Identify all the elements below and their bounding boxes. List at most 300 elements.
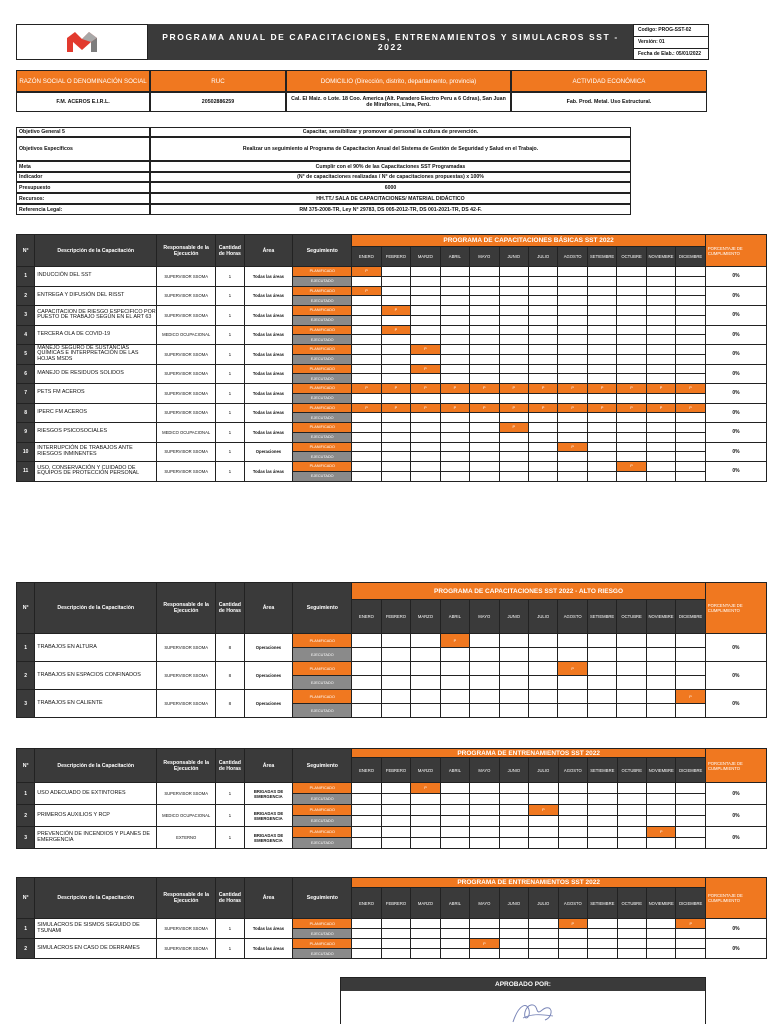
month-cell xyxy=(587,690,616,704)
objective-label: Recursos: xyxy=(16,193,150,204)
row-responsible: MEDICO OCUPACIONAL xyxy=(157,805,216,827)
row-number: 11 xyxy=(17,462,35,482)
month-cell xyxy=(352,634,381,648)
row-number: 9 xyxy=(17,423,35,443)
executed-cell xyxy=(470,432,499,442)
objective-label: Objetivo General 5 xyxy=(16,127,150,137)
row-description: PRIMEROS AUXILIOS Y RCP xyxy=(35,805,157,827)
row-responsible: SUPERVISOR SSOMA xyxy=(157,403,216,423)
company-address: Cal. El Maiz. o Lote. 18 Coo. America (Alt. Paradero Electro Peru a 6 Cdras), San Juan de Miraflores, Lima, Perú. xyxy=(286,92,511,112)
row-hours: 1 xyxy=(216,345,244,365)
row-description: RIESGOS PSICOSOCIALES xyxy=(35,423,157,443)
executed-cell xyxy=(528,315,557,325)
row-hours: 1 xyxy=(216,403,244,423)
month-cell xyxy=(411,306,440,316)
planned-mark: P xyxy=(352,403,381,413)
month-header: JULIO xyxy=(528,600,557,634)
row-compliance: 0% xyxy=(705,423,766,443)
executed-cell xyxy=(647,929,676,939)
row-description: CAPACITACION DE RIESGO ESPECIFICO POR PUESTO DE TRABAJO SEGÚN EN EL ART 63 xyxy=(35,306,157,326)
executed-cell xyxy=(646,452,675,462)
month-cell xyxy=(528,325,557,335)
planned-mark: P xyxy=(587,384,616,394)
row-hours: 1 xyxy=(216,939,244,959)
month-header: DICIEMBRE xyxy=(676,600,706,634)
month-cell xyxy=(440,364,469,374)
column-header-hours: Cantidad de Horas xyxy=(216,878,244,919)
column-header-desc: Descripción de la Capacitación xyxy=(35,878,157,919)
month-header: OCTUBRE xyxy=(617,888,646,919)
month-cell xyxy=(587,345,616,355)
column-header-resp: Responsable de la Ejecución xyxy=(157,749,216,783)
executed-cell xyxy=(558,929,587,939)
executed-cell xyxy=(558,374,587,384)
executed-cell xyxy=(646,676,675,690)
company-name: F.M. ACEROS E.I.R.L. xyxy=(16,92,150,112)
month-cell xyxy=(617,325,646,335)
executed-cell xyxy=(470,838,499,849)
executed-cell xyxy=(381,929,410,939)
month-cell xyxy=(676,267,706,277)
planned-label: PLANIFICADO xyxy=(293,939,352,949)
table-row xyxy=(17,783,767,794)
month-cell xyxy=(411,662,440,676)
executed-cell xyxy=(440,949,469,959)
objective-label: Presupuesto xyxy=(16,182,150,193)
schedule-table xyxy=(16,748,767,849)
executed-cell xyxy=(411,676,440,690)
executed-cell xyxy=(558,648,587,662)
document-meta xyxy=(633,24,709,60)
month-cell xyxy=(470,634,499,648)
row-description: INTERRUPCIÓN DE TRABAJOS ANTE RIESGOS INMINENTES xyxy=(35,442,157,462)
planned-mark: P xyxy=(676,919,706,929)
executed-cell xyxy=(676,471,706,481)
row-area: Todas las áreas xyxy=(244,345,293,365)
month-cell xyxy=(558,267,587,277)
planned-label: PLANIFICADO xyxy=(293,919,352,929)
row-number: 2 xyxy=(17,286,35,306)
planned-mark: P xyxy=(646,403,675,413)
month-cell xyxy=(411,690,440,704)
executed-cell xyxy=(647,816,676,827)
month-cell xyxy=(499,267,528,277)
planned-mark: P xyxy=(558,662,587,676)
month-cell xyxy=(499,919,528,929)
month-cell xyxy=(440,286,469,296)
fm-aceros-logo-icon xyxy=(65,30,99,54)
month-cell xyxy=(528,345,557,355)
month-cell xyxy=(528,462,557,472)
month-cell xyxy=(470,442,499,452)
month-cell xyxy=(587,364,616,374)
month-header: JUNIO xyxy=(499,758,528,783)
document-version: Versión: 01 xyxy=(634,37,708,49)
executed-cell xyxy=(440,816,469,827)
planned-mark: P xyxy=(617,462,646,472)
executed-cell xyxy=(499,432,528,442)
month-cell xyxy=(499,827,528,838)
objective-label: Meta xyxy=(16,161,150,172)
executed-cell xyxy=(528,648,557,662)
executed-cell xyxy=(528,471,557,481)
month-cell xyxy=(499,939,528,949)
month-cell xyxy=(470,662,499,676)
row-area: Todas las áreas xyxy=(244,919,293,939)
month-cell xyxy=(558,634,587,648)
row-responsible: EXTERNO xyxy=(157,827,216,849)
month-cell xyxy=(588,805,617,816)
row-area: Todas las áreas xyxy=(244,423,293,443)
month-cell xyxy=(352,919,381,929)
executed-cell xyxy=(470,704,499,718)
executed-cell xyxy=(440,296,469,306)
column-header-desc: Descripción de la Capacitación xyxy=(35,749,157,783)
month-cell xyxy=(381,690,410,704)
executed-cell xyxy=(588,929,617,939)
column-header-area: Área xyxy=(244,749,293,783)
month-header: FEBRERO xyxy=(381,758,410,783)
executed-cell xyxy=(470,393,499,403)
month-cell xyxy=(558,939,587,949)
executed-cell xyxy=(381,676,410,690)
row-number: 2 xyxy=(17,939,35,959)
planned-mark: P xyxy=(381,325,410,335)
month-header: FEBRERO xyxy=(381,600,410,634)
executed-cell xyxy=(676,794,706,805)
column-header-resp: Responsable de la Ejecución xyxy=(157,235,216,267)
executed-label: EJECUTADO xyxy=(293,794,352,805)
month-cell xyxy=(411,442,440,452)
executed-cell xyxy=(499,794,528,805)
month-cell xyxy=(381,939,410,949)
month-cell xyxy=(440,690,469,704)
row-hours: 8 xyxy=(216,690,244,718)
row-area: Todas las áreas xyxy=(244,462,293,482)
month-cell xyxy=(470,364,499,374)
month-cell xyxy=(528,634,557,648)
planned-label: PLANIFICADO xyxy=(293,325,352,335)
executed-cell xyxy=(470,676,499,690)
planned-mark: P xyxy=(528,403,557,413)
month-cell xyxy=(499,364,528,374)
executed-cell xyxy=(499,374,528,384)
executed-cell xyxy=(646,335,675,345)
table-row xyxy=(17,827,767,838)
row-hours: 1 xyxy=(216,442,244,462)
month-cell xyxy=(352,827,381,838)
executed-cell xyxy=(587,432,616,442)
row-number: 4 xyxy=(17,325,35,345)
row-area: Todas las áreas xyxy=(244,939,293,959)
month-cell xyxy=(381,286,410,296)
executed-cell xyxy=(558,838,587,849)
executed-cell xyxy=(440,648,469,662)
month-cell xyxy=(529,783,558,794)
executed-cell xyxy=(676,676,706,690)
executed-cell xyxy=(352,704,381,718)
executed-cell xyxy=(558,354,587,364)
row-responsible: SUPERVISOR SSOMA xyxy=(157,364,216,384)
executed-cell xyxy=(381,315,410,325)
month-cell xyxy=(499,306,528,316)
table-row xyxy=(17,286,767,296)
month-cell xyxy=(440,462,469,472)
executed-cell xyxy=(646,296,675,306)
month-cell xyxy=(588,783,617,794)
month-cell xyxy=(646,423,675,433)
executed-cell xyxy=(558,296,587,306)
month-cell xyxy=(587,325,616,335)
month-cell xyxy=(528,306,557,316)
month-cell xyxy=(647,939,676,949)
row-area: Todas las áreas xyxy=(244,325,293,345)
executed-cell xyxy=(676,393,706,403)
month-cell xyxy=(381,442,410,452)
month-cell xyxy=(499,462,528,472)
row-description: TERCERA OLA DE COVID-19 xyxy=(35,325,157,345)
month-header: ENERO xyxy=(352,758,381,783)
row-responsible: SUPERVISOR SSOMA xyxy=(157,286,216,306)
table-row xyxy=(17,462,767,472)
row-description: SIMULACROS EN CASO DE DERRAMES xyxy=(35,939,157,959)
executed-cell xyxy=(528,393,557,403)
month-header: ABRIL xyxy=(440,247,469,267)
month-cell xyxy=(381,364,410,374)
month-cell xyxy=(411,325,440,335)
row-description: TRABAJOS EN ESPACIOS CONFINADOS xyxy=(35,662,157,690)
row-compliance: 0% xyxy=(705,403,766,423)
schedule-table xyxy=(16,234,767,482)
planned-mark: P xyxy=(352,286,381,296)
row-number: 2 xyxy=(17,805,35,827)
month-cell xyxy=(440,827,469,838)
executed-cell xyxy=(529,929,558,939)
month-cell xyxy=(440,662,469,676)
planned-mark: P xyxy=(676,403,706,413)
executed-cell xyxy=(587,393,616,403)
executed-cell xyxy=(676,704,706,718)
executed-cell xyxy=(352,676,381,690)
month-cell xyxy=(676,805,706,816)
executed-cell xyxy=(470,413,499,423)
executed-label: EJECUTADO xyxy=(293,374,352,384)
table-row xyxy=(17,306,767,316)
executed-cell xyxy=(381,838,410,849)
approval-title: APROBADO POR: xyxy=(341,978,705,991)
month-cell xyxy=(470,919,499,929)
month-header: NOVIEMBRE xyxy=(647,758,676,783)
executed-cell xyxy=(617,315,646,325)
executed-cell xyxy=(587,315,616,325)
executed-cell xyxy=(558,794,587,805)
month-cell xyxy=(440,939,469,949)
executed-cell xyxy=(676,929,706,939)
month-cell xyxy=(440,423,469,433)
executed-cell xyxy=(440,413,469,423)
month-cell xyxy=(558,286,587,296)
month-cell xyxy=(528,662,557,676)
executed-cell xyxy=(676,648,706,662)
executed-cell xyxy=(499,296,528,306)
executed-cell xyxy=(676,949,706,959)
executed-cell xyxy=(676,296,706,306)
column-header-pct: PORCENTAJE DE CUMPLIMIENTO xyxy=(705,583,766,634)
planned-mark: P xyxy=(558,919,587,929)
table-row xyxy=(17,805,767,816)
planned-mark: P xyxy=(676,384,706,394)
month-cell xyxy=(647,783,676,794)
executed-cell xyxy=(558,393,587,403)
planned-label: PLANIFICADO xyxy=(293,783,352,794)
executed-cell xyxy=(381,648,410,662)
planned-label: PLANIFICADO xyxy=(293,634,352,648)
executed-cell xyxy=(440,315,469,325)
month-cell xyxy=(352,462,381,472)
row-hours: 1 xyxy=(216,325,244,345)
executed-cell xyxy=(499,816,528,827)
month-cell xyxy=(617,634,646,648)
document-title: PROGRAMA ANUAL DE CAPACITACIONES, ENTRENAMIENTOS Y SIMULACROS SST - 2022 xyxy=(148,24,633,60)
month-cell xyxy=(588,919,617,929)
row-area: Operaciones xyxy=(244,662,293,690)
executed-cell xyxy=(470,816,499,827)
planned-mark: P xyxy=(528,384,557,394)
row-area: Todas las áreas xyxy=(244,364,293,384)
row-area: Operaciones xyxy=(244,690,293,718)
month-header: JULIO xyxy=(528,247,557,267)
row-area: BRIGADAS DE EMERGENCIA xyxy=(244,805,293,827)
month-cell xyxy=(528,442,557,452)
month-cell xyxy=(352,423,381,433)
executed-cell xyxy=(499,704,528,718)
executed-cell xyxy=(646,648,675,662)
row-compliance: 0% xyxy=(705,783,766,805)
executed-cell xyxy=(646,354,675,364)
executed-cell xyxy=(646,276,675,286)
planned-mark: P xyxy=(381,403,410,413)
row-compliance: 0% xyxy=(705,364,766,384)
month-cell xyxy=(617,827,646,838)
executed-cell xyxy=(558,949,587,959)
month-header: DICIEMBRE xyxy=(676,758,706,783)
month-cell xyxy=(470,805,499,816)
planned-mark: P xyxy=(558,442,587,452)
month-cell xyxy=(646,634,675,648)
executed-cell xyxy=(617,676,646,690)
table-title: PROGRAMA DE CAPACITACIONES SST 2022 - ALTO RIESGO xyxy=(352,583,706,600)
column-header-area: Área xyxy=(244,878,293,919)
month-cell xyxy=(676,364,706,374)
month-cell xyxy=(352,442,381,452)
planned-mark: P xyxy=(617,403,646,413)
planned-mark: P xyxy=(617,384,646,394)
planned-mark: P xyxy=(440,634,469,648)
month-cell xyxy=(440,267,469,277)
planned-mark: P xyxy=(470,403,499,413)
table-row xyxy=(17,364,767,374)
executed-label: EJECUTADO xyxy=(293,296,352,306)
planned-label: PLANIFICADO xyxy=(293,364,352,374)
executed-cell xyxy=(617,949,646,959)
month-cell xyxy=(646,286,675,296)
executed-cell xyxy=(587,452,616,462)
executed-label: EJECUTADO xyxy=(293,471,352,481)
company-activity: Fab. Prod. Metal. Uso Estructural. xyxy=(511,92,707,112)
executed-cell xyxy=(528,296,557,306)
schedule-table xyxy=(16,877,767,959)
executed-cell xyxy=(587,374,616,384)
objective-value: RM 375-2008-TR, Ley N° 29783, DS 005-2012-TR, DS 001-2021-TR, DS 42-F. xyxy=(150,204,631,215)
month-cell xyxy=(440,306,469,316)
planned-label: PLANIFICADO xyxy=(293,462,352,472)
table-row xyxy=(17,939,767,949)
executed-cell xyxy=(617,432,646,442)
column-header-resp: Responsable de la Ejecución xyxy=(157,583,216,634)
planned-mark: P xyxy=(529,805,558,816)
table-title: PROGRAMA DE ENTRENAMIENTOS SST 2022 xyxy=(352,749,706,758)
month-header: AGOSTO xyxy=(558,758,587,783)
executed-cell xyxy=(352,276,381,286)
executed-cell xyxy=(381,335,410,345)
executed-cell xyxy=(381,452,410,462)
month-cell xyxy=(676,442,706,452)
executed-cell xyxy=(676,315,706,325)
executed-cell xyxy=(529,949,558,959)
executed-cell xyxy=(411,432,440,442)
month-cell xyxy=(558,462,587,472)
row-hours: 1 xyxy=(216,306,244,326)
column-header-pct: PORCENTAJE DE CUMPLIMIENTO xyxy=(705,749,766,783)
month-header: ABRIL xyxy=(440,888,469,919)
planned-mark: P xyxy=(470,384,499,394)
executed-cell xyxy=(558,816,587,827)
executed-cell xyxy=(352,432,381,442)
executed-cell xyxy=(499,471,528,481)
planned-label: PLANIFICADO xyxy=(293,403,352,413)
executed-cell xyxy=(676,276,706,286)
executed-cell xyxy=(411,838,440,849)
row-compliance: 0% xyxy=(705,662,766,690)
month-cell xyxy=(528,267,557,277)
executed-cell xyxy=(676,838,706,849)
executed-cell xyxy=(528,704,557,718)
column-header-hours: Cantidad de Horas xyxy=(216,583,244,634)
executed-cell xyxy=(411,315,440,325)
row-compliance: 0% xyxy=(705,306,766,326)
objective-value: 6000 xyxy=(150,182,631,193)
month-cell xyxy=(352,783,381,794)
executed-cell xyxy=(470,276,499,286)
executed-cell xyxy=(470,452,499,462)
month-cell xyxy=(352,364,381,374)
row-number: 7 xyxy=(17,384,35,404)
month-header: AGOSTO xyxy=(558,888,587,919)
executed-cell xyxy=(617,838,646,849)
row-description: INDUCCIÓN DEL SST xyxy=(35,267,157,287)
month-cell xyxy=(647,919,676,929)
planned-label: PLANIFICADO xyxy=(293,690,352,704)
executed-label: EJECUTADO xyxy=(293,393,352,403)
executed-label: EJECUTADO xyxy=(293,276,352,286)
executed-cell xyxy=(587,676,616,690)
month-cell xyxy=(470,423,499,433)
planned-label: PLANIFICADO xyxy=(293,662,352,676)
executed-label: EJECUTADO xyxy=(293,648,352,662)
executed-cell xyxy=(558,432,587,442)
month-cell xyxy=(470,286,499,296)
executed-cell xyxy=(352,315,381,325)
